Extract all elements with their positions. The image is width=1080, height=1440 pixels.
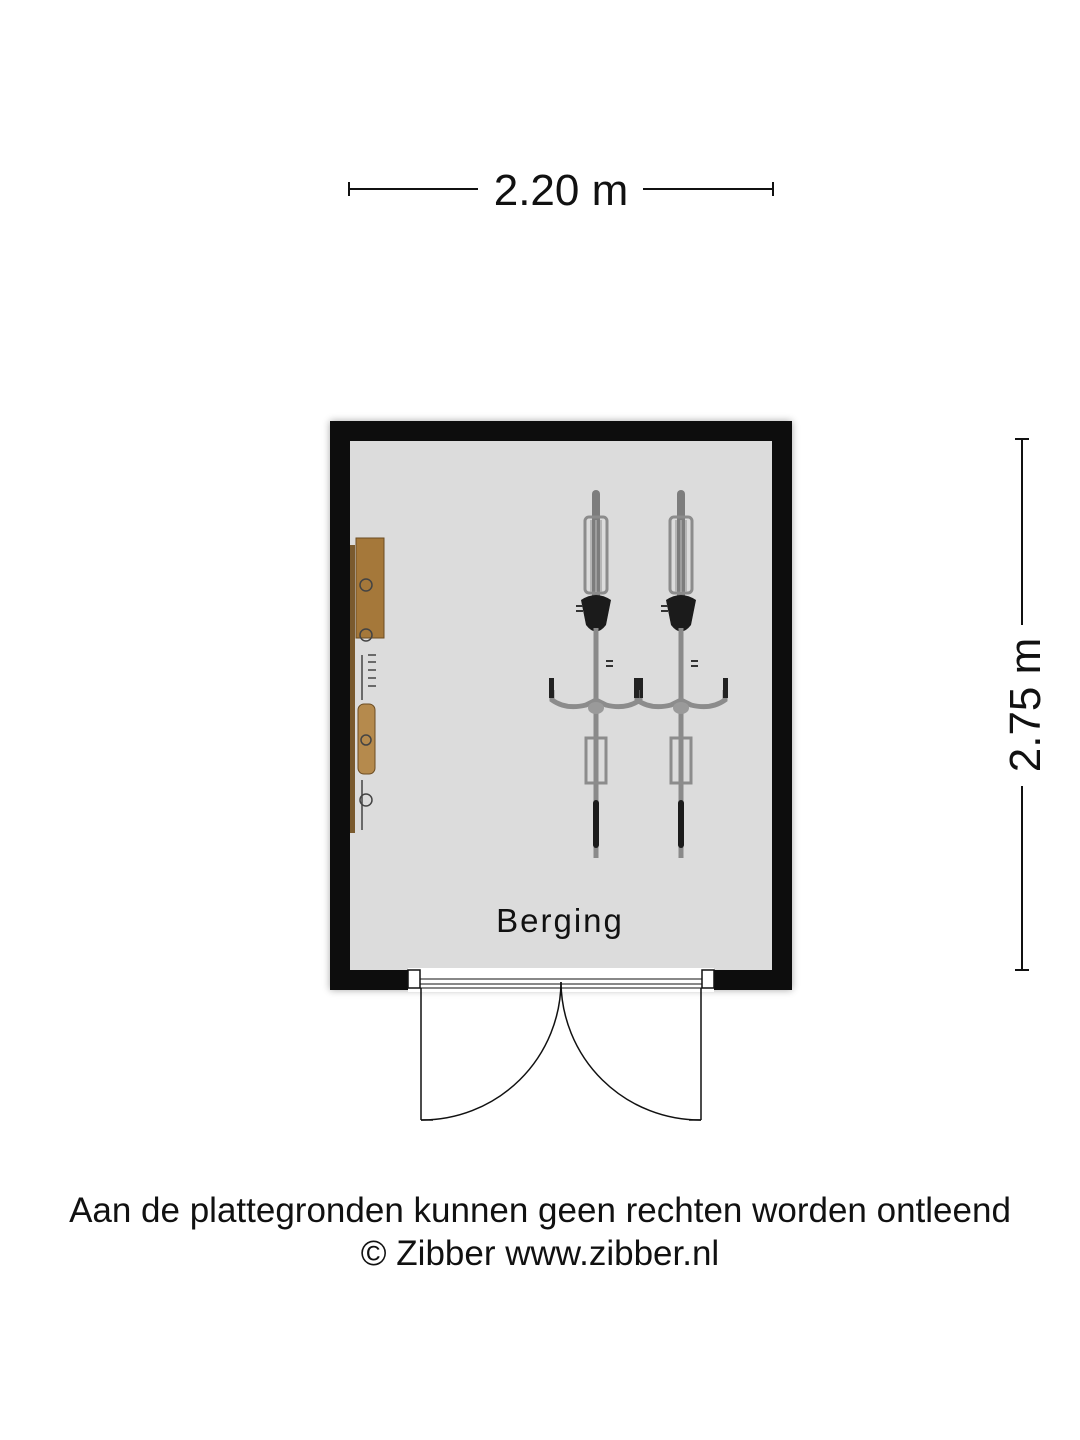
disclaimer-text: Aan de plattegronden kunnen geen rechten worden ontleend (69, 1191, 1011, 1230)
room-label: Berging (496, 902, 624, 939)
copyright-text: © Zibber www.zibber.nl (360, 1234, 720, 1273)
double-door[interactable] (421, 982, 701, 1120)
height-dimension (1001, 439, 1050, 970)
height-label: 2.75 m (1001, 637, 1050, 773)
width-dimension (349, 166, 773, 215)
width-label: 2.20 m (493, 166, 629, 215)
